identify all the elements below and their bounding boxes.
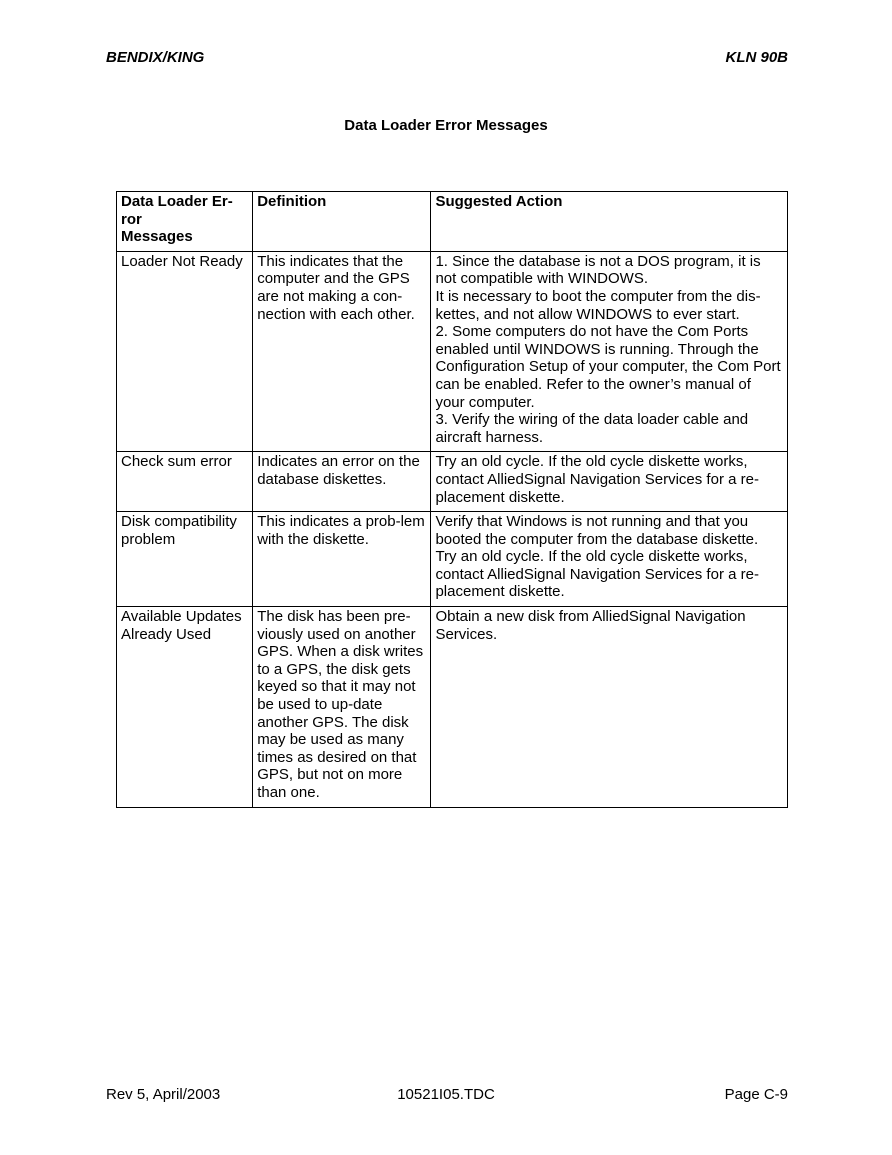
footer-revision: Rev 5, April/2003 <box>106 1086 221 1103</box>
table-row <box>117 607 788 808</box>
suggested-action-cell: Verify that Windows is not running and that you booted the computer from the database diskette. Try an old cycle. If the old cycle diskette works, contact AlliedSignal Navigation Services for a re-placement diskette. <box>431 512 788 607</box>
suggested-action-cell: 1. Since the database is not a DOS program, it is not compatible with WINDOWS. It is necessary to boot the computer from the dis-kettes, and not allow WINDOWS to ever start. 2. Some computers do not have the Com Ports enabled until WINDOWS is running. Through the Configuration Setup of your computer, the Com Port can be enabled. Refer to the owner’s manual of your computer. 3. Verify the wiring of the data loader cable and aircraft harness. <box>431 251 788 452</box>
definition-cell: Indicates an error on the database diskettes. <box>253 452 431 512</box>
suggested-action-cell: Try an old cycle. If the old cycle diskette works, contact AlliedSignal Navigation Services for a re-placement diskette. <box>431 452 788 512</box>
suggested-action-cell: Obtain a new disk from AlliedSignal Navigation Services. <box>431 607 788 808</box>
table-row <box>117 251 788 452</box>
error-message-cell: Disk compatibility problem <box>117 512 253 607</box>
error-message-cell: Available Updates Already Used <box>117 607 253 808</box>
column-header-messages: Data Loader Er- ror Messages <box>117 192 253 252</box>
table-row <box>117 452 788 512</box>
column-header-definition: Definition <box>253 192 431 252</box>
page-title: Data Loader Error Messages <box>344 117 548 134</box>
error-messages-table <box>116 191 788 808</box>
definition-cell: This indicates a prob-lem with the diskette. <box>253 512 431 607</box>
footer-document-id: 10521I05.TDC <box>397 1086 495 1103</box>
column-header-action: Suggested Action <box>431 192 788 252</box>
header-model: KLN 90B <box>725 49 788 66</box>
definition-cell: The disk has been pre-viously used on another GPS. When a disk writes to a GPS, the disk gets keyed so that it may not be used to up-date another GPS. The disk may be used as many times as desired on that GPS, but not on more than one. <box>253 607 431 808</box>
table-row <box>117 512 788 607</box>
error-message-cell: Check sum error <box>117 452 253 512</box>
header-manufacturer: BENDIX/KING <box>106 49 205 66</box>
error-message-cell: Loader Not Ready <box>117 251 253 452</box>
definition-cell: This indicates that the computer and the GPS are not making a con-nection with each other. <box>253 251 431 452</box>
table-header-row <box>117 192 788 252</box>
footer-page-number: Page C-9 <box>724 1086 788 1103</box>
